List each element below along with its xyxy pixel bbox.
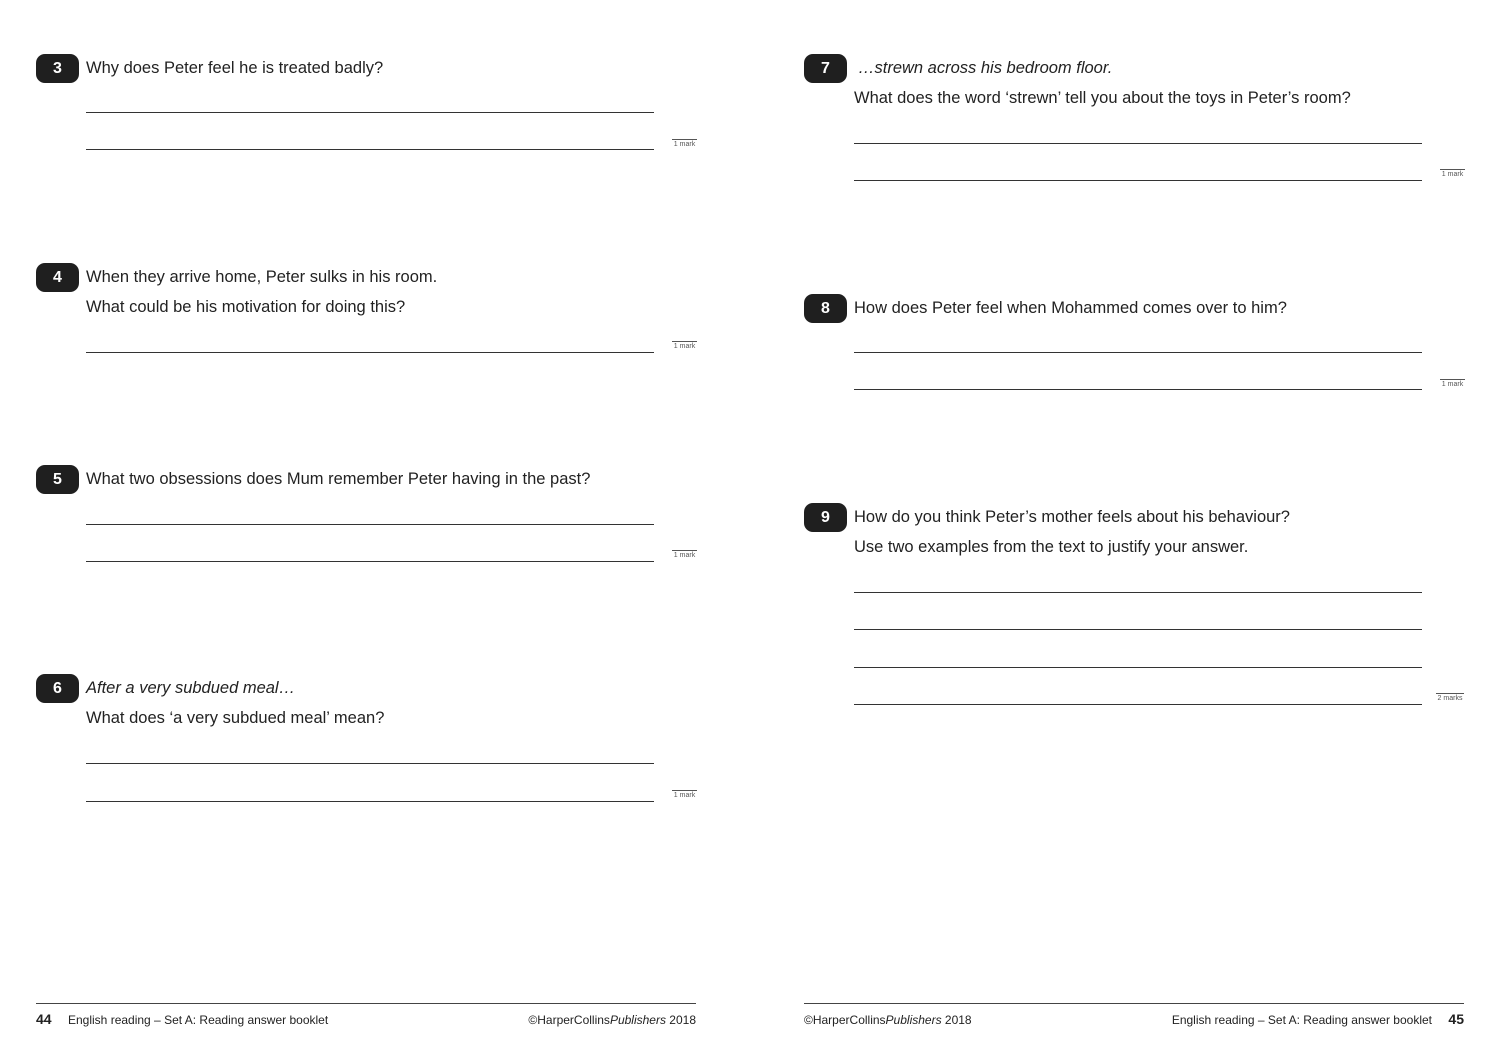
question-text: How does Peter feel when Mohammed comes over to him? xyxy=(854,299,1287,317)
footer-rule xyxy=(804,1003,1464,1004)
question-text: Why does Peter feel he is treated badly? xyxy=(86,59,384,77)
question-number-badge: 8 xyxy=(804,294,847,323)
mark-indicator: 2 marks xyxy=(1437,695,1463,702)
answer-line[interactable] xyxy=(86,112,654,113)
page-number: 45 xyxy=(1448,1011,1464,1027)
question-text: What could be his motivation for doing this? xyxy=(86,298,406,316)
answer-line[interactable] xyxy=(854,180,1422,181)
answer-line[interactable] xyxy=(86,801,654,802)
question-text: What does the word ‘strewn’ tell you about the toys in Peter’s room? xyxy=(854,89,1351,107)
page-number: 44 xyxy=(36,1011,52,1027)
question-text: What does ‘a very subdued meal’ mean? xyxy=(86,709,385,727)
answer-line[interactable] xyxy=(854,352,1422,353)
question-text: Use two examples from the text to justify your answer. xyxy=(854,538,1249,556)
answer-line[interactable] xyxy=(86,352,654,353)
answer-line[interactable] xyxy=(854,704,1422,705)
question-number-badge: 3 xyxy=(36,54,79,83)
question-number-badge: 7 xyxy=(804,54,847,83)
answer-line[interactable] xyxy=(854,389,1422,390)
footer-rule xyxy=(36,1003,696,1004)
mark-indicator: 1 mark xyxy=(673,141,696,148)
question-number-badge: 6 xyxy=(36,674,79,703)
answer-line[interactable] xyxy=(854,629,1422,630)
question-quote: …strewn across his bedroom floor. xyxy=(858,59,1113,77)
question-text: How do you think Peter’s mother feels about his behaviour? xyxy=(854,508,1290,526)
answer-line[interactable] xyxy=(86,561,654,562)
mark-indicator: 1 mark xyxy=(1441,171,1464,178)
answer-line[interactable] xyxy=(854,143,1422,144)
booklet-title: English reading – Set A: Reading answer booklet xyxy=(1171,1013,1432,1027)
question-number-badge: 9 xyxy=(804,503,847,532)
copyright: ©HarperCollinsPublishers 2018 xyxy=(528,1013,696,1027)
mark-indicator: 1 mark xyxy=(673,343,696,350)
copyright: ©HarperCollinsPublishers 2018 xyxy=(804,1013,972,1027)
answer-line[interactable] xyxy=(86,524,654,525)
answer-line[interactable] xyxy=(86,149,654,150)
answer-line[interactable] xyxy=(854,592,1422,593)
question-number-badge: 4 xyxy=(36,263,79,292)
right-page xyxy=(750,0,1500,1061)
question-text: What two obsessions does Mum remember Peter having in the past? xyxy=(86,470,591,488)
question-number-badge: 5 xyxy=(36,465,79,494)
question-text: When they arrive home, Peter sulks in his room. xyxy=(86,268,438,286)
question-quote: After a very subdued meal… xyxy=(86,679,296,697)
answer-line[interactable] xyxy=(86,763,654,764)
booklet-title: English reading – Set A: Reading answer booklet xyxy=(68,1013,329,1027)
mark-indicator: 1 mark xyxy=(673,552,696,559)
mark-indicator: 1 mark xyxy=(673,792,696,799)
answer-line[interactable] xyxy=(854,667,1422,668)
mark-indicator: 1 mark xyxy=(1441,381,1464,388)
